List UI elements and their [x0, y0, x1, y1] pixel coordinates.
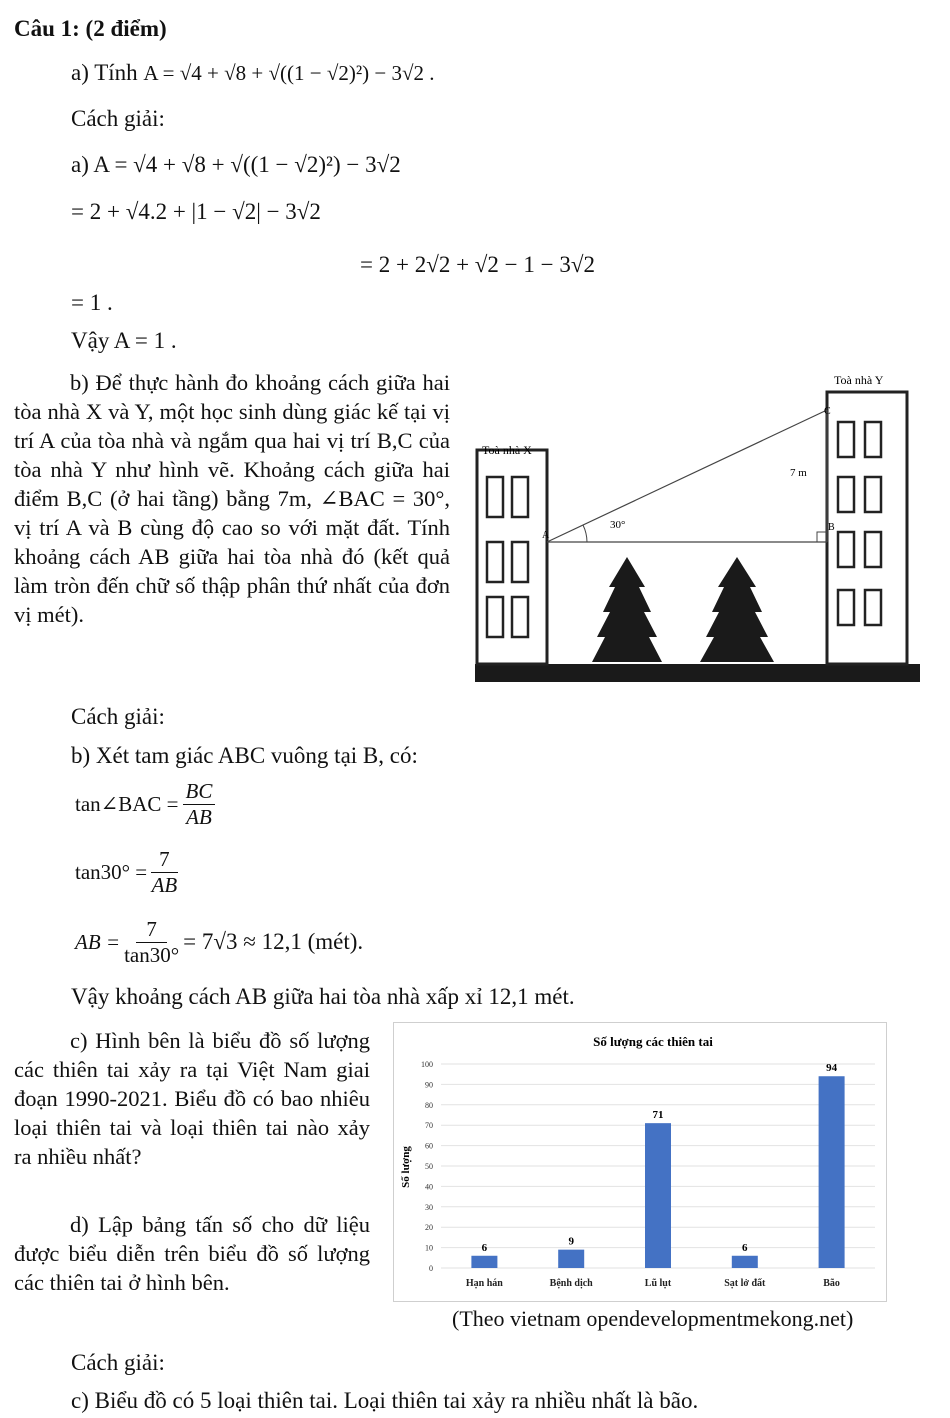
window [838, 590, 854, 625]
eq3-lhs: AB = [75, 929, 121, 954]
part-a-prompt-expr: A = √4 + √8 + √((1 − √2)²) − 3√2 . [143, 61, 435, 85]
chart-y-tick-label: 50 [425, 1162, 433, 1171]
chart-y-axis-label: Số lượng [400, 1146, 412, 1188]
part-a-prompt [71, 58, 435, 88]
eq3-fraction [124, 917, 179, 968]
part-a-prompt-label: a) Tính [71, 60, 138, 85]
chart-y-tick-label: 20 [425, 1223, 433, 1233]
part-a-step-2: = 2 + √4.2 + |1 − √2| − 3√2 [71, 199, 321, 224]
eq2-denominator: AB [151, 872, 178, 897]
chart-y-tick-label: 30 [425, 1202, 433, 1212]
chart-y-tick-label: 90 [425, 1080, 433, 1090]
part-b-prompt: b) Để thực hành đo khoảng cách giữa hai tòa nhà X và Y, một học sinh dùng giác kế tại vị trí A của tòa nhà và ngắm qua hai vị trí B,C của tòa nhà Y như hình vẽ. Khoảng cách giữa hai điểm B,C (ở hai tầng) bằng 7m, ∠BAC = 30°, vị trí A và B cùng độ cao so với mặt đất. Tính khoảng cách AB giữa hai tòa nhà đó (kết quả làm tròn đến chữ số thập phân thứ nhất của đơn vị mét). [14, 370, 450, 627]
chart-y-tick-label: 60 [425, 1141, 433, 1151]
chart-bar [819, 1076, 845, 1268]
eq1-lhs: tan∠BAC = [75, 791, 179, 816]
label-a: A [542, 530, 550, 541]
ground [475, 664, 920, 682]
label-b: B [828, 522, 835, 533]
label-c: C [824, 406, 831, 417]
part-a-step-3: = 2 + 2√2 + √2 − 1 − 3√2 [360, 252, 595, 277]
eq3-rhs: = 7√3 ≈ 12,1 (mét). [183, 929, 364, 954]
chart-x-tick-label: Bão [823, 1278, 840, 1289]
chart-data-label: 71 [652, 1109, 664, 1122]
building-figure [472, 362, 932, 692]
window [838, 477, 854, 512]
disaster-bar-chart [393, 1022, 887, 1302]
window [512, 597, 528, 637]
chart-y-tick-label: 70 [425, 1121, 433, 1131]
window [487, 597, 503, 637]
chart-y-tick-label: 100 [421, 1060, 433, 1069]
window [838, 422, 854, 457]
part-a-step-4: = 1 . [71, 290, 113, 315]
chart-bar [645, 1123, 671, 1268]
chart-source: (Theo vietnam opendevelopmentmekong.net) [452, 1306, 854, 1331]
window [487, 477, 503, 517]
sight-line-ac [547, 410, 827, 542]
chart-bar [471, 1256, 497, 1268]
eq2-lhs: tan30° = [75, 859, 148, 884]
label-angle: 30° [610, 519, 626, 531]
eq2-fraction [151, 847, 178, 898]
label-building-y: Toà nhà Y [834, 373, 884, 387]
window [838, 532, 854, 567]
eq3-denominator: tan30° [124, 942, 180, 967]
chart-x-tick-label: Hạn hán [465, 1278, 503, 1289]
part-b-solution-label: Cách giải: [71, 704, 165, 729]
chart-y-tick-label: 80 [425, 1100, 433, 1110]
chart-title: Số lượng các thiên tai [593, 1034, 713, 1049]
chart-y-tick-label: 10 [425, 1243, 433, 1253]
chart-bar [732, 1256, 758, 1268]
eq1-denominator: AB [186, 804, 212, 829]
window [865, 590, 881, 625]
equation-2 [75, 840, 178, 904]
label-length: 7 m [790, 467, 807, 479]
window [512, 477, 528, 517]
chart-x-tick-label: Bệnh dịch [549, 1278, 593, 1289]
window [865, 422, 881, 457]
chart-bar [558, 1250, 584, 1268]
eq1-fraction [183, 779, 216, 830]
tree-right [700, 557, 774, 662]
chart-x-tick-label: Lũ lụt [644, 1278, 672, 1289]
tree-left [592, 557, 662, 662]
chart-data-label: 6 [742, 1241, 748, 1254]
part-a-conclusion: Vậy A = 1 . [71, 328, 177, 353]
chart-y-tick-label: 0 [429, 1264, 433, 1273]
window [487, 542, 503, 582]
part-d-prompt: d) Lập bảng tấn số cho dữ liệu được biểu diễn trên biểu đồ số lượng các thiên tai ở hình bên. [14, 1212, 370, 1295]
part-a-solution-label: Cách giải: [71, 106, 165, 131]
window [865, 532, 881, 567]
part-c-answer: c) Biểu đồ có 5 loại thiên tai. Loại thiên tai xảy ra nhiều nhất là bão. [71, 1388, 699, 1413]
eq3-numerator: 7 [136, 917, 167, 943]
window [512, 542, 528, 582]
question-heading: Câu 1: (2 điểm) [14, 16, 167, 41]
part-c-prompt: c) Hình bên là biểu đồ số lượng các thiên tai xảy ra tại Việt Nam giai đoạn 1990-2021. Biểu đồ có bao nhiêu loại thiên tai và loại thiên tai nào xảy ra nhiều nhất? [14, 1028, 370, 1169]
chart-data-label: 6 [481, 1241, 488, 1254]
part-a-step-1: a) A = √4 + √8 + √((1 − √2)²) − 3√2 [71, 152, 401, 177]
part-c-solution-label: Cách giải: [71, 1350, 165, 1375]
chart-data-label: 9 [568, 1235, 574, 1248]
chart-y-tick-label: 40 [425, 1182, 433, 1192]
eq2-numerator: 7 [151, 847, 178, 873]
angle-arc [583, 525, 587, 542]
chart-x-tick-label: Sạt lở đất [724, 1278, 766, 1289]
equation-3 [75, 910, 363, 974]
part-b-conclusion: Vậy khoảng cách AB giữa hai tòa nhà xấp xỉ 12,1 mét. [71, 984, 575, 1009]
equation-1 [75, 772, 215, 836]
label-building-x: Toà nhà X [482, 443, 532, 457]
part-b-intro: b) Xét tam giác ABC vuông tại B, có: [71, 743, 418, 768]
window [865, 477, 881, 512]
eq1-numerator: BC [183, 779, 216, 805]
chart-data-label: 94 [826, 1062, 838, 1075]
